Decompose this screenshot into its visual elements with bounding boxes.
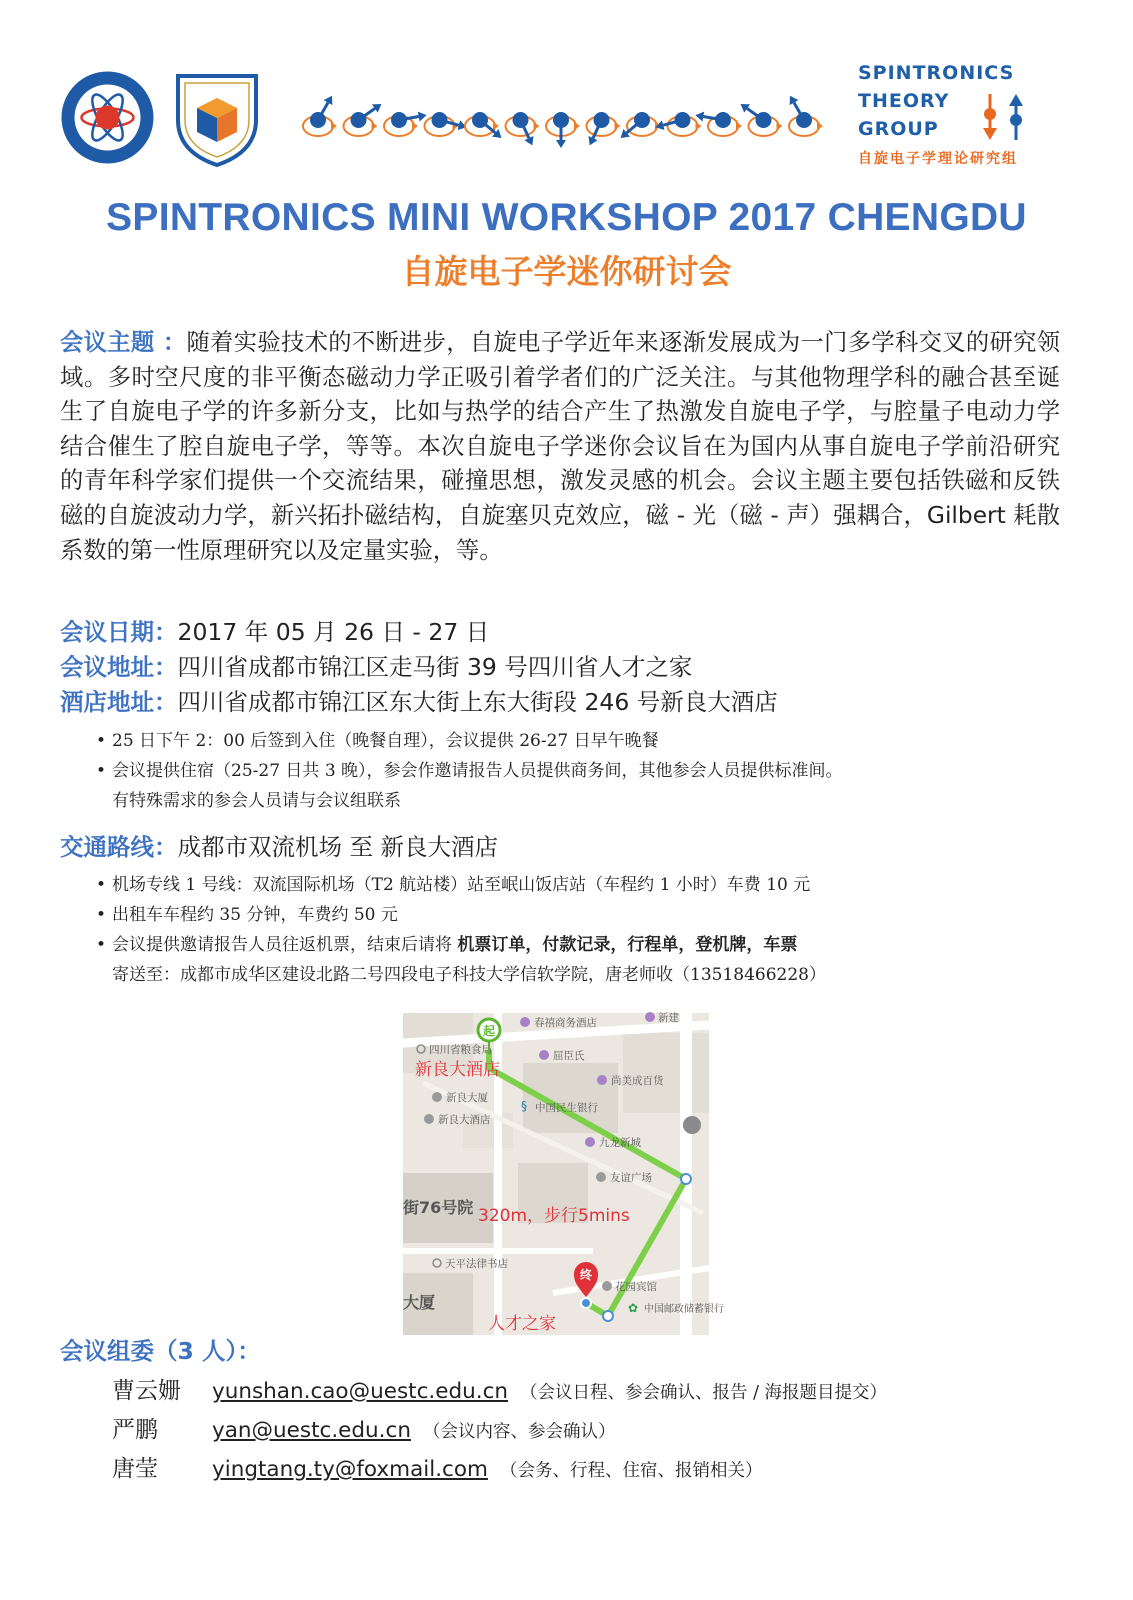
transport-label: 交通路线：: [60, 833, 178, 861]
end-badge: 终: [579, 1268, 593, 1282]
poi-label: 中国邮政储蓄银行: [644, 1304, 724, 1315]
poi-label: 春禧商务酒店: [534, 1017, 597, 1029]
poi-label: 新建: [658, 1012, 679, 1024]
member-role: （会务、行程、住宿、报销相关）: [499, 1461, 763, 1481]
group-name-cn: 自旋电子学理论研究组: [858, 151, 1018, 167]
theme-label: 会议主题 ：: [60, 329, 187, 356]
poi-label: 花园宾馆: [615, 1281, 657, 1293]
poi-label: 中国民生银行: [535, 1102, 598, 1114]
committee-label: 会议组委（3 人）：: [60, 1337, 261, 1365]
spin-icon: [786, 93, 823, 136]
group-name-line3: GROUP: [858, 118, 939, 140]
spintronics-theory-group-logo: [850, 62, 1050, 174]
page-title-cn: 自旋电子学迷你研讨会: [401, 252, 732, 291]
date-line: [60, 617, 489, 647]
bank-icon: §: [521, 1099, 527, 1113]
theme-section: [60, 326, 1060, 568]
date-value: 2017 年 05 月 26 日 - 27 日: [177, 618, 490, 646]
theme-text: 随着实验技术的不断进步，自旋电子学近年来逐渐发展成为一门多学科交叉的研究领域。多时空尺度的非平衡态磁动力学正吸引着学者们的广泛关注。与其他物理学科的融合甚至诞生了自旋电子学的许多新分支，比如与热学的结合产生了热激发自旋电子学，与腔量子电动力学结合催生了腔自旋电子学，等等。本次自旋电子学迷你会议旨在为国内从事自旋电子学前沿研究的青年科学家们提供一个交流结果，碰撞思想，激发灵感的机会。会议主题主要包括铁磁和反铁磁的自旋波动力学，新兴拓扑磁结构，自旋塞贝克效应，磁 - 光（磁 - 声）强耦合，Gilbert 耗散系数的第一性原理研究以及定量实验，等。: [60, 329, 1060, 564]
spin-icon: [506, 112, 540, 147]
poi-label: 尚美成百货: [611, 1075, 664, 1087]
poi-label: 九龙新城: [599, 1137, 641, 1149]
map-street-label: 街76号院: [403, 1198, 474, 1217]
spin-icon: [654, 112, 701, 136]
group-name-line1: SPINTRONICS: [858, 62, 1015, 84]
committee-member: [112, 1372, 887, 1405]
uestc-logo: [60, 70, 155, 165]
transport-value: 成都市双流机场 至 新良大酒店: [177, 833, 498, 861]
member-name: 曹云姗: [112, 1378, 181, 1404]
post-icon: ✿: [628, 1301, 639, 1315]
committee-member: [112, 1411, 615, 1444]
list-item-continued: 寄送至：成都市成华区建设北路二号四段电子科技大学信软学院，唐老师收（13518466228）: [112, 965, 826, 985]
poi-label: 友谊广场: [610, 1172, 652, 1184]
member-role: （会议内容、参会确认）: [422, 1422, 616, 1442]
list-item: • 会议提供住宿（25-27 日共 3 晚），参会作邀请报告人员提供商务间，其他参会人员提供标准间。: [96, 761, 843, 781]
venue-value: 四川省成都市锦江区走马街 39 号四川省人才之家: [177, 653, 693, 681]
list-item-continued: 有特殊需求的参会人员请与会议组联系: [112, 791, 401, 811]
transport-notes: [96, 870, 826, 990]
hotel-line: [60, 687, 778, 717]
route-map: [403, 1012, 724, 1335]
poi-label: 天平法律书店: [445, 1258, 508, 1270]
spin-icon: [465, 112, 505, 142]
route-distance-label: 320m，步行5mins: [478, 1206, 630, 1226]
poi-label: 新良大酒店: [438, 1114, 491, 1126]
required-documents: 机票订单，付款记录，行程单，登机牌，车票: [457, 935, 798, 955]
hotel-notes: [96, 726, 843, 816]
member-email-link[interactable]: yingtang.ty@foxmail.com: [212, 1457, 488, 1482]
committee-member: [112, 1450, 762, 1483]
spin-icon: [546, 112, 580, 148]
start-badge: 起: [482, 1024, 496, 1038]
spin-icon: [617, 112, 661, 142]
list-item: • 会议提供邀请报告人员往返机票，结束后请将 机票订单，付款记录，行程单，登机牌，车票: [96, 935, 798, 955]
hotel-label: 酒店地址：: [60, 688, 178, 716]
school-shield-logo: [172, 68, 262, 168]
spin-icon: [738, 100, 783, 136]
spin-icon: [425, 112, 468, 136]
spin-icon: [344, 100, 385, 136]
end-label: 人才之家: [488, 1314, 556, 1334]
member-name: 严鹏: [112, 1417, 158, 1443]
date-label: 会议日期：: [60, 618, 178, 646]
member-name: 唐莹: [112, 1456, 158, 1482]
venue-line: [60, 652, 692, 682]
group-name-line2: THEORY: [858, 90, 950, 112]
member-role: （会议日程、参会确认、报告 / 海报题目提交）: [520, 1383, 888, 1403]
venue-label: 会议地址：: [60, 653, 178, 681]
member-email-link[interactable]: yunshan.cao@uestc.edu.cn: [212, 1379, 509, 1404]
spin-icon: [585, 112, 620, 147]
start-label: 新良大酒店: [415, 1060, 500, 1080]
spin-wave-graphic: [298, 82, 828, 152]
transport-line: [60, 832, 498, 862]
spin-arrows-icon: [978, 92, 1028, 142]
poi-label: 屈臣氏: [553, 1050, 585, 1062]
list-item: • 出租车车程约 35 分钟，车费约 50 元: [96, 905, 398, 925]
spin-icon: [384, 110, 427, 136]
list-item: • 机场专线 1 号线：双流国际机场（T2 航站楼）站至岷山饭店站（车程约 1 小时）车费 10 元: [96, 875, 811, 895]
hotel-value: 四川省成都市锦江区东大街上东大街段 246 号新良大酒店: [177, 688, 778, 716]
list-item: • 25 日下午 2：00 后签到入住（晚餐自理），会议提供 26-27 日早午晚餐: [96, 731, 659, 751]
member-email-link[interactable]: yan@uestc.edu.cn: [212, 1418, 411, 1443]
spin-icon: [695, 110, 742, 136]
poi-label: 新良大厦: [446, 1092, 488, 1104]
map-building-label: 大厦: [403, 1293, 436, 1312]
poi-label: 四川省粮食局: [429, 1044, 492, 1056]
spin-icon: [303, 93, 337, 136]
page-title-en: SPINTRONICS MINI WORKSHOP 2017 CHENGDU: [106, 196, 1027, 239]
